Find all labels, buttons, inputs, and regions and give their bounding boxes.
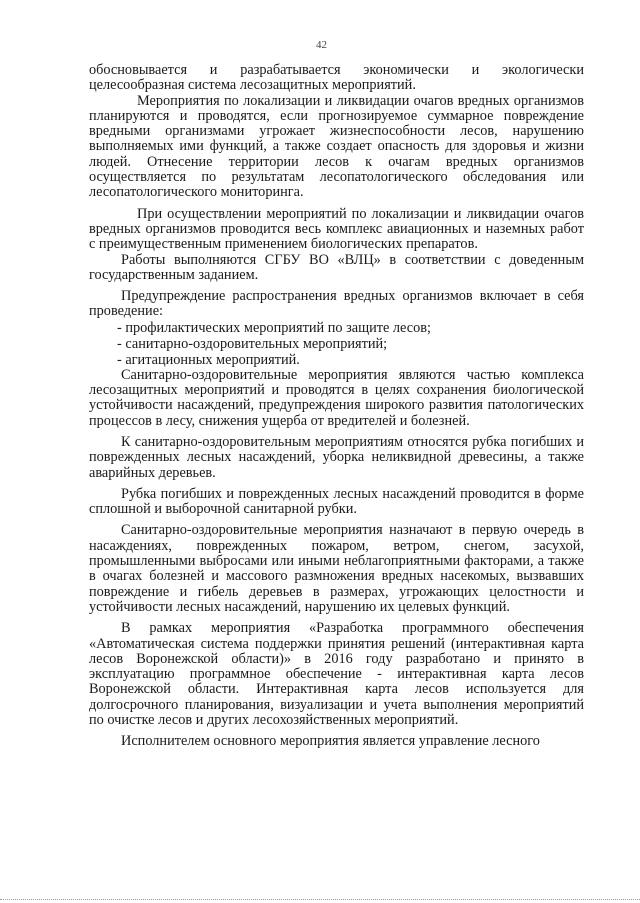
paragraph-sanitary-felling: К санитарно-оздоровительным мероприятиям относятся рубка погибших и поврежденных лесных насаждений, уборка неликвидной древесины, а также аварийных деревьев.	[89, 433, 584, 481]
paragraph-interactive-map: В рамках мероприятия «Разработка программного обеспечения «Автоматическая система поддержки принятия решений (интерактивная карта лесов Воронежской области)» в 2016 году разработано и принято в эксплуатацию программное обеспечение - интерактивная карта лесов Воронежской области. Интерактивная карта лесов используется для долгосрочного планирования, визуализации и учета выполнения мероприятий по очистке лесов и других лесохозяйственных мероприятий.	[89, 620, 584, 728]
paragraph-sanitary-measures: Санитарно-оздоровительные мероприятия являются частью комплекса лесозащитных мероприятий и проводятся в целях сохранения биологической устойчивости насаждений, предупреждения широкого развития патологических процессов в лесу, снижения ущерба от вредителей и болезней.	[89, 366, 584, 429]
list-item: - санитарно-оздоровительных мероприятий;	[117, 335, 388, 352]
paragraph-sanitary-assignment: Санитарно-оздоровительные мероприятия назначают в первую очередь в насаждениях, поврежденных пожаром, ветром, снегом, засухой, промышленными выбросами или иными неблагоприятными факторами, а также в очагах болезней и массового размножения вредных насекомых, вызвавших повреждение и гибель деревьев в размерах, угрожающих целостности и устойчивости лесных насаждений, нарушению их целевых функций.	[89, 522, 584, 615]
paragraph-prevention: Предупреждение распространения вредных организмов включает в себя проведение:	[89, 288, 584, 320]
list-item: - агитационных мероприятий.	[117, 351, 300, 368]
paragraph-vlc-works: Работы выполняются СГБУ ВО «ВЛЦ» в соответствии с доведенным государственным заданием.	[89, 251, 584, 283]
prevention-list	[89, 320, 584, 368]
paragraph-felling-forms: Рубка погибших и поврежденных лесных насаждений проводится в форме сплошной и выборочной санитарной рубки.	[89, 485, 584, 518]
paragraph-executor: Исполнителем основного мероприятия является управление лесного	[121, 733, 540, 750]
scan-bottom-edge	[0, 899, 640, 901]
paragraph-continuation: обосновывается и разрабатывается экономически и экологически целесообразная система лесозащитных мероприятий.	[89, 62, 584, 94]
page-number: 42	[316, 39, 327, 51]
paragraph-aviation-ground-works: При осуществлении мероприятий по локализации и ликвидации очагов вредных организмов проводится весь комплекс авиационных и наземных работ с преимущественным применением биологических препаратов.	[89, 205, 584, 253]
list-item: - профилактических мероприятий по защите лесов;	[117, 319, 431, 336]
paragraph-pest-localization: Мероприятия по локализации и ликвидации очагов вредных организмов планируются и проводятся, если прогнозируемое суммарное повреждение вредными организмами угрожает жизнеспособности лесов, нарушению выполняемых ими функций, а также создает опасность для здоровья и жизни людей. Отнесение территории лесов к очагам вредных организмов осуществляется по результатам лесопатологического обследования или лесопатологического мониторинга.	[89, 92, 584, 201]
